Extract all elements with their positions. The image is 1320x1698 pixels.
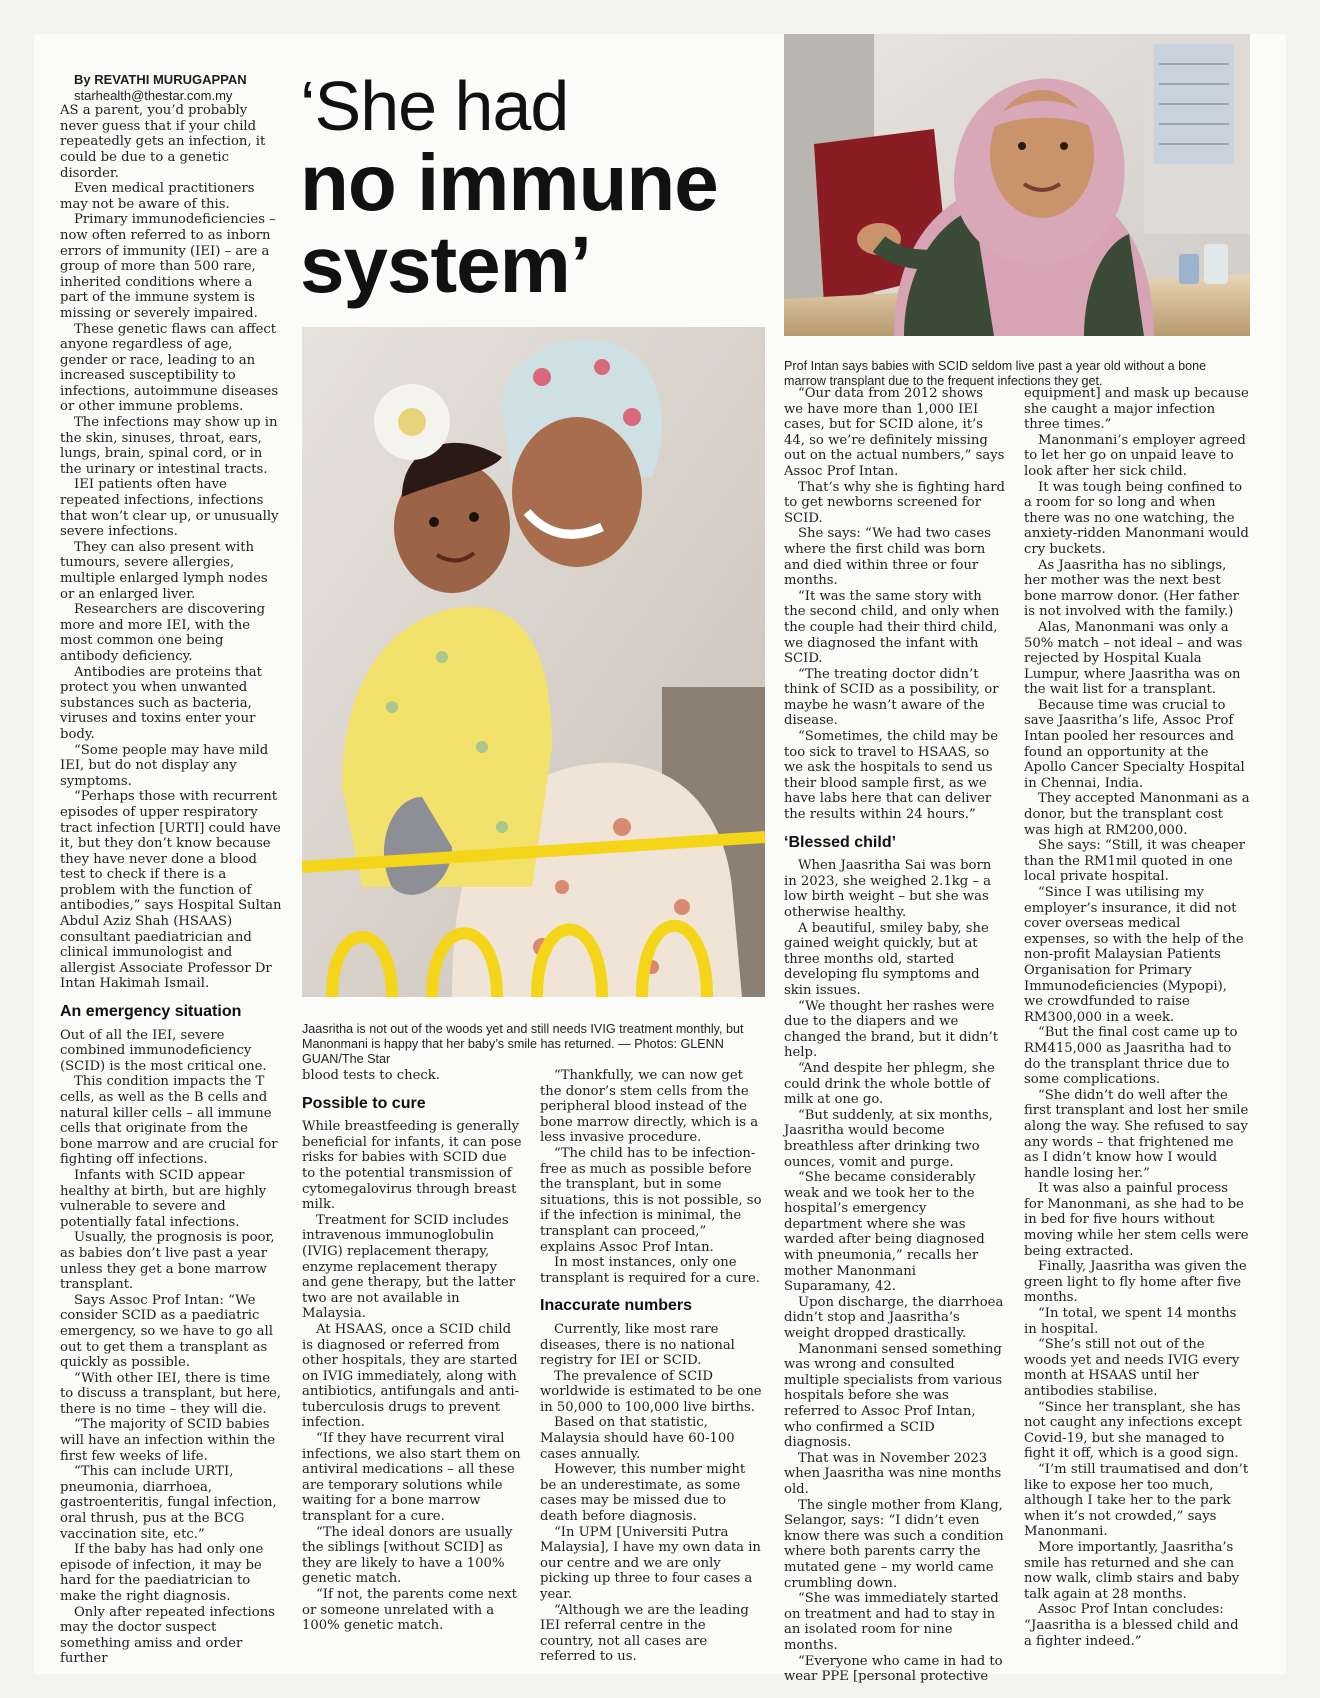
headline-line-2: no immune (300, 138, 718, 227)
paragraph: “And despite her phlegm, she could drink the whole bottle of milk at one go. (784, 1060, 995, 1108)
article-column-5 (1024, 386, 1250, 1658)
paragraph: That’s why she is fighting hard to get newborns screened for SCID. (784, 479, 1005, 526)
paragraph: Manonmani’s employer agreed to let her go on unpaid leave to look after her sick child. (1024, 432, 1246, 479)
paragraph: Currently, like most rare diseases, there is no national registry for IEI or SCID. (540, 1321, 735, 1369)
paragraph: If the baby has had only one episode of infection, it may be hard for the paediatrician to make the right diagnosis. (60, 1542, 264, 1604)
paragraph: “But the final cost came up to RM415,000 as Jaasritha had to do the transplant thrice due to some complications. (1024, 1025, 1238, 1088)
paragraph: Antibodies are proteins that protect you when unwanted substances such as bacteria, viruses and toxins enter your body. (60, 664, 262, 742)
headline-line-1: ‘She had (300, 67, 569, 145)
subhead-blessed-child: ‘Blessed child’ (784, 833, 897, 851)
photo-prof-intan (784, 34, 1250, 336)
col1-body (60, 103, 282, 992)
paragraph: Treatment for SCID includes intravenous immunoglobulin (IVIG) replacement therapy, enzyme replacement therapy and gene therapy, but the latter two are not available in Malaysia. (302, 1212, 516, 1322)
paragraph: “She’s still not out of the woods yet and needs IVIG every month at HSAAS until her antibodies stabilise. (1024, 1337, 1240, 1399)
paragraph: These genetic flaws can affect anyone regardless of age, gender or race, leading to an increased susceptibility to infections, autoimmune diseases or other immune problems. (60, 321, 279, 415)
paragraph: Says Assoc Prof Intan: “We consider SCID as a paediatric emergency, so we have to go all out to get them a transplant as quickly as possible. (60, 1292, 273, 1371)
byline-email: starhealth@thestar.com.my (74, 87, 233, 103)
col3-body-2 (540, 1322, 762, 1665)
paragraph: In most instances, only one transplant is required for a cure. (540, 1255, 760, 1286)
article-column-4 (784, 386, 1006, 1685)
photo-mother-child (302, 327, 765, 997)
paragraph: Based on that statistic, Malaysia should have 60-100 cases annually. (540, 1415, 735, 1462)
paragraph: Assoc Prof Intan concludes: “Jaasritha is a blessed child and a fighter indeed.” (1024, 1602, 1239, 1649)
caption-top-photo: Prof Intan says babies with SCID seldom live past a year old without a bone marrow transplant due to the frequent infections they get. (784, 358, 1207, 388)
paragraph: That was in November 2023 when Jaasritha was nine months old. (784, 1450, 1002, 1497)
paragraph: The prevalence of SCID worldwide is estimated to be one in 50,000 to 100,000 live births. (540, 1368, 762, 1415)
paragraph: They can also present with tumours, severe allergies, multiple enlarged lymph nodes or an enlarged liver. (60, 539, 268, 602)
paragraph: “The majority of SCID babies will have an infection within the first few weeks of life. (60, 1417, 276, 1464)
paragraph: “If not, the parents come next or someone unrelated with a 100% genetic match. (302, 1587, 517, 1634)
paragraph: Primary immunodeficiencies – now often referred to as inborn errors of immunity (IEI) – are a group of more than 500 rare, inherited conditions where a part of the immune system is missing or severely impaired. (60, 212, 276, 321)
paragraph: However, this number might be an underestimate, as some cases may be missed due to death before diagnosis. (540, 1462, 746, 1525)
paragraph: Researchers are discovering more and more IEI, with the most common one being antibody deficiency. (60, 602, 266, 664)
paragraph: When Jaasritha Sai was born in 2023, she weighed 2.1kg – a low birth weight – but she was otherwise healthy. (784, 858, 992, 920)
paragraph: “The treating doctor didn’t think of SCID as a possibility, or maybe he wasn’t aware of the disease. (784, 666, 999, 729)
byline-author: By REVATHI MURUGAPPAN (74, 72, 247, 87)
paragraph: “We thought her rashes were due to the diapers and we changed the brand, but it didn’t help. (784, 998, 999, 1061)
subhead-emergency: An emergency situation (60, 1003, 242, 1021)
paragraph: “Since her transplant, she has not caught any infections except Covid-19, but she managed to fight it off, which is a good sign. (1024, 1399, 1242, 1462)
paragraph: blood tests to check. (302, 1068, 440, 1083)
paragraph: AS a parent, you’d probably never guess that if your child repeatedly gets an infection, it could be due to a genetic disorder. (60, 103, 266, 181)
paragraph: Infants with SCID appear healthy at birth, but are highly vulnerable to severe and potentially fatal infections. (60, 1167, 267, 1230)
paragraph: “In total, we spent 14 months in hospital. (1024, 1306, 1237, 1337)
paragraph: She says: “Still, it was cheaper than the RM1mil quoted in one local private hospital. (1024, 838, 1246, 885)
paragraph: “Some people may have mild IEI, but do not display any symptoms. (60, 742, 269, 789)
paragraph: This condition impacts the T cells, as well as the B cells and natural killer cells – all immune cells that originate from the bone marrow and are crucial for fighting off infections. (60, 1074, 278, 1168)
paragraph: “This can include URTI, pneumonia, diarrhoea, gastroenteritis, fungal infection, oral thrush, pus at the BCG vaccination site, etc.” (60, 1464, 277, 1542)
photo-prof-intan-image (784, 34, 1250, 336)
subhead-possible-to-cure: Possible to cure (302, 1094, 426, 1112)
paragraph: “In UPM [Universiti Putra Malaysia], I have my own data in our centre and we are only picking up three to four cases a year. (540, 1524, 761, 1602)
paragraph: “The child has to be infection-free as much as possible before the transplant, but in some situations, this is not possible, so if the infection is minimal, the transplant can proceed,” explains Assoc Prof Intan. (540, 1145, 762, 1255)
paragraph: Because time was crucial to save Jaasritha’s life, Assoc Prof Intan pooled her resources and found an opportunity at the Apollo Cancer Specialty Hospital in Chennai, India. (1024, 697, 1245, 791)
paragraph: “I’m still traumatised and don’t like to expose her too much, although I take her to the park when it’s not crowded,” says Manonmani. (1024, 1461, 1249, 1540)
paragraph: Finally, Jaasritha was given the green light to fly home after five months. (1024, 1259, 1247, 1306)
paragraph: “Sometimes, the child may be too sick to travel to HSAAS, so we ask the hospitals to send us their blood sample first, as we have labs here that can deliver the results within 24 hours.” (784, 729, 998, 823)
paragraph: Alas, Manonmani was only a 50% match – not ideal – and was rejected by Hospital Kuala Lumpur, where Jaasritha was on the wait list for a transplant. (1024, 619, 1243, 698)
paragraph: The single mother from Klang, Selangor, says: “I didn’t even know there was such a condition where both parents carry the mutated gene – my world came crumbling down. (784, 1497, 1004, 1591)
paragraph: equipment] and mask up because she caught a major infection three times.” (1024, 386, 1249, 433)
col2-body (302, 1068, 524, 1084)
col1-body-2 (60, 1028, 282, 1667)
paragraph: The infections may show up in the skin, sinuses, throat, ears, lungs, brain, spinal cord, or in the urinary or intestinal tracts. (60, 415, 278, 477)
paragraph: “If they have recurrent viral infections, we also start them on antiviral medications – all these are temporary solutions while waiting for a bone marrow transplant for a cure. (302, 1431, 521, 1525)
paragraph: “She became considerably weak and we took her to the hospital’s emergency department where she was warded after being diagnosed with pneumonia,” recalls her mother Manonmani Suparamany, 42. (784, 1170, 985, 1295)
paragraph: Even medical practitioners may not be aware of this. (60, 181, 255, 212)
paragraph: It was also a painful process for Manonmani, as she had to be in bed for five hours without moving while her stem cells were being extracted. (1024, 1181, 1249, 1259)
paragraph: “Although we are the leading IEI referral centre in the country, not all cases are referred to us. (540, 1602, 749, 1665)
headline (300, 67, 760, 309)
caption-main-photo: Jaasritha is not out of the woods yet and still needs IVIG treatment monthly, but Manonmani is happy that her baby’s smile has returned. — Photos: GLENN GUAN/The Star (302, 1021, 744, 1066)
paragraph: “Thankfully, we can now get the donor’s stem cells from the peripheral blood instead of the bone marrow directly, which is a less invasive procedure. (540, 1068, 759, 1146)
paragraph: It was tough being confined to a room for so long and when there was no one watching, the anxiety-ridden Manonmani would cry buckets. (1024, 479, 1249, 557)
paragraph: “But suddenly, at six months, Jaasritha would become breathless after drinking two ounces, vomit and purge. (784, 1107, 993, 1170)
paragraph: More importantly, Jaasritha’s smile has returned and she can now walk, climb stairs and baby talk again at 28 months. (1024, 1539, 1240, 1602)
paragraph: They accepted Manonmani as a donor, but the transplant cost was high at RM200,000. (1024, 791, 1250, 838)
col5-body (1024, 386, 1250, 1649)
paragraph: “Our data from 2012 shows we have more than 1,000 IEI cases, but for SCID alone, it’s 44, so we’re definitely missing out on the actual numbers,” says Assoc Prof Intan. (784, 386, 1005, 479)
paragraph: A beautiful, smiley baby, she gained weight quickly, but at three months old, started developing flu symptoms and skin issues. (784, 920, 989, 998)
article-column-3 (540, 1068, 762, 1665)
paragraph: As Jaasritha has no siblings, her mother was the next best bone marrow donor. (Her father is not involved with the family.) (1024, 557, 1239, 620)
paragraph: She says: “We had two cases where the first child was born and died within three or four months. (784, 526, 991, 589)
paragraph: “The ideal donors are usually the siblings [without SCID] as they are likely to have a 100% genetic match. (302, 1524, 513, 1587)
paragraph: While breastfeeding is generally beneficial for infants, it can pose risks for babies with SCID due to the potential transmission of cytomegalovirus through breast milk. (302, 1119, 522, 1213)
col4-body-2 (784, 858, 1006, 1684)
paragraph: “She was immediately started on treatment and had to stay in an isolated room for nine months. (784, 1591, 999, 1653)
paragraph: Usually, the prognosis is poor, as babies don’t live past a year unless they get a bone marrow transplant. (60, 1230, 275, 1293)
paragraph: Upon discharge, the diarrhoea didn’t stop and Jaasritha’s weight dropped drastically. (784, 1294, 1004, 1342)
article-column-2 (302, 1068, 524, 1658)
col2-body-2 (302, 1119, 524, 1634)
paragraph: “With other IEI, there is time to discuss a transplant, but here, there is no time – they will die. (60, 1370, 281, 1417)
paragraph: “Everyone who came in had to wear PPE [personal protective (784, 1653, 1003, 1685)
paragraph: Out of all the IEI, severe combined immunodeficiency (SCID) is the most critical one. (60, 1027, 267, 1074)
headline-line-3: system’ (300, 220, 591, 309)
paragraph: “It was the same story with the second child, and only when the couple had their third child, we diagnosed the infant with SCID. (784, 588, 1000, 667)
subhead-inaccurate-numbers: Inaccurate numbers (540, 1297, 693, 1315)
paragraph: At HSAAS, once a SCID child is diagnosed or referred from other hospitals, they are started on IVIG immediately, along with antibiotics, antifungals and anti-tuberculosis drugs to prevent infection. (302, 1321, 520, 1431)
article-column-1 (60, 72, 282, 1667)
paragraph: “Since I was utilising my employer’s insurance, it did not cover overseas medical expenses, so with the help of the non-profit Malaysian Patients Organisation for Primary Immunodeficiencies (Mypopi), we crowdfunded to raise RM300,000 in a week. (1024, 885, 1244, 1025)
paragraph: IEI patients often have repeated infections, infections that won’t clear up, or unusually severe infections. (60, 477, 279, 540)
photo-mother-child-image (302, 327, 765, 997)
paragraph: Only after repeated infections may the doctor suspect something amiss and order further (60, 1604, 275, 1667)
col4-body (784, 386, 1006, 823)
paragraph: “She didn’t do well after the first transplant and lost her smile along the way. She refused to say any words – that frightened me as I didn’t know how I would handle losing her.” (1024, 1087, 1249, 1181)
col3-body (540, 1068, 762, 1286)
paragraph: Manonmani sensed something was wrong and consulted multiple specialists from various hospitals before she was referred to Assoc Prof Intan, who confirmed a SCID diagnosis. (784, 1341, 1003, 1451)
paragraph: “Perhaps those with recurrent episodes of upper respiratory tract infection [URTI] could have it, but they don’t know because they have never done a blood test to check if there is a problem with the function of antibodies,” says Hospital Sultan Abdul Aziz Shah (HSAAS) consultant paediatrician and clinical immunologist and allergist Associate Professor Dr Intan Hakimah Ismail. (60, 789, 282, 992)
